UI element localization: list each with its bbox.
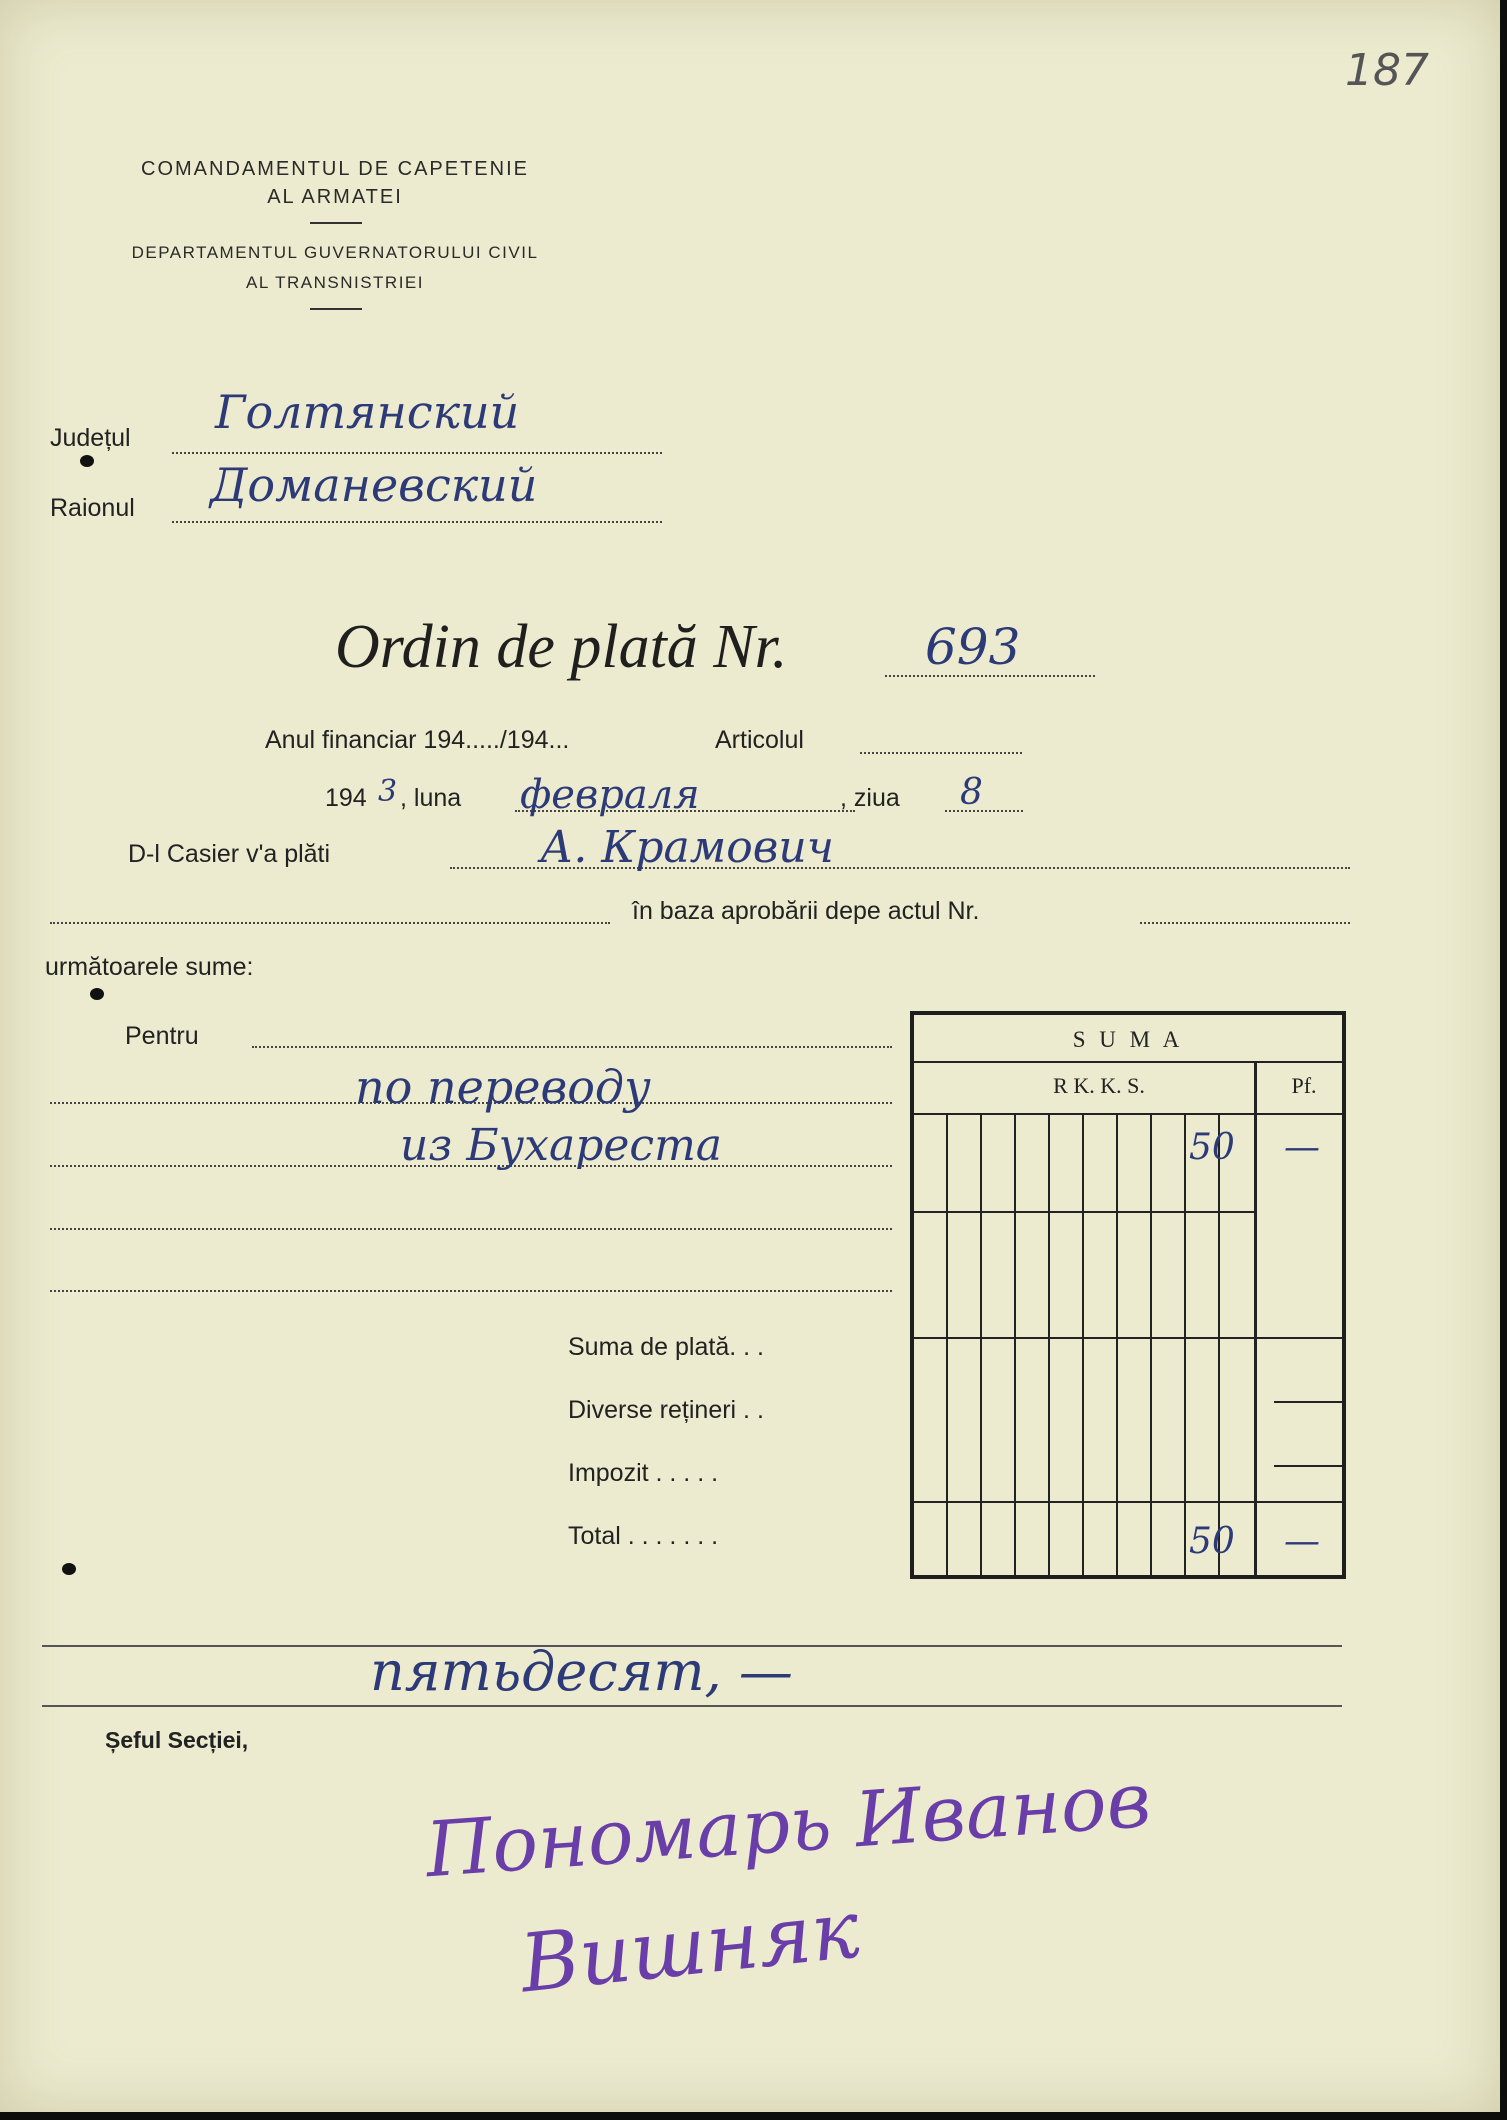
raionul-label: Raionul — [50, 494, 135, 522]
casier-label: D-l Casier v'a plăti — [128, 840, 331, 868]
pentru-label: Pentru — [125, 1022, 199, 1050]
signature-2: Вишняк — [516, 1882, 864, 2011]
column-header-rule — [914, 1113, 1342, 1115]
diverse-retineri-label: Diverse rețineri . . — [568, 1396, 764, 1424]
luna-label: , luna — [400, 784, 462, 812]
header-line-2: AL ARMATEI — [267, 186, 403, 208]
rkks-header: R K. K. S. — [1053, 1073, 1145, 1098]
pf-header: Pf. — [1291, 1073, 1317, 1098]
impozit-label: Impozit . . . . . — [568, 1459, 719, 1487]
punch-hole — [62, 1563, 76, 1575]
row-rule — [914, 1501, 1342, 1503]
pentru-line-1 — [252, 1046, 892, 1048]
suma-header-rule — [914, 1061, 1342, 1063]
row-rule — [914, 1337, 1342, 1339]
judetul-line — [172, 452, 662, 454]
total-pf: — — [1284, 1521, 1320, 1562]
header-line-1: COMANDAMENTUL DE CAPETENIE — [141, 158, 529, 180]
raionul-value: Доманевский — [210, 458, 538, 512]
header-divider-1 — [310, 222, 362, 224]
total-amount: 50 — [1189, 1521, 1235, 1562]
baza-aprobarii-label: în baza aprobării depe actul Nr. — [632, 897, 980, 925]
col-line — [980, 1115, 982, 1575]
col-line — [1048, 1115, 1050, 1575]
amount-words-line-2 — [42, 1705, 1342, 1707]
pentru-line-5 — [50, 1290, 892, 1292]
ziua-label: , ziua — [840, 784, 900, 812]
casier-value: А. Крамович — [540, 822, 835, 873]
col-line — [1184, 1115, 1186, 1575]
judetul-label: Județul — [50, 424, 131, 452]
page-number: 187 — [1345, 45, 1429, 96]
col-line — [1014, 1115, 1016, 1575]
seful-sectiei-label: Șeful Secției, — [105, 1727, 249, 1753]
anul-financiar-label: Anul financiar 194...../194... — [265, 726, 570, 754]
ziua-value: 8 — [960, 772, 983, 813]
header-divider-2 — [310, 308, 362, 310]
judetul-value: Голтянский — [215, 385, 520, 439]
actul-nr-line — [1140, 922, 1350, 924]
year-digit: 3 — [378, 774, 398, 809]
signature-1: Пономарь Иванов — [422, 1754, 1154, 1895]
suma-de-plata-label: Suma de plată. . . — [568, 1333, 764, 1361]
luna-value: февраля — [520, 772, 700, 818]
header-line-3: DEPARTAMENTUL GUVERNATORULUI CIVIL — [131, 243, 539, 262]
pentru-value-2: из Бухареста — [400, 1120, 723, 1171]
row1-pf: — — [1284, 1127, 1320, 1168]
row-rule — [914, 1211, 1254, 1213]
pentru-line-4 — [50, 1228, 892, 1230]
row1-amount: 50 — [1189, 1127, 1235, 1168]
punch-hole — [80, 455, 94, 467]
articolul-line — [860, 752, 1022, 754]
casier-line-2 — [50, 922, 610, 924]
col-line — [1116, 1115, 1118, 1575]
pf-divider — [1254, 1061, 1257, 1575]
col-line — [1082, 1115, 1084, 1575]
col-line — [946, 1115, 948, 1575]
raionul-line — [172, 521, 662, 523]
col-line — [1150, 1115, 1152, 1575]
row-rule — [1274, 1401, 1342, 1403]
amount-in-words: пятьдесят, — — [370, 1640, 793, 1703]
header-line-4: AL TRANSNISTRIEI — [246, 273, 424, 292]
suma-header: S U M A — [1072, 1027, 1184, 1052]
row-rule — [1274, 1465, 1342, 1467]
col-line — [1218, 1115, 1220, 1575]
total-label: Total . . . . . . . — [568, 1522, 719, 1550]
order-number: 693 — [925, 618, 1021, 676]
punch-hole — [90, 988, 104, 1000]
year-prefix: 194 — [325, 784, 367, 812]
ziua-line — [945, 810, 1023, 812]
suma-table — [910, 1011, 1346, 1579]
document-title: Ordin de plată Nr. — [335, 613, 788, 681]
articolul-label: Articolul — [715, 726, 804, 754]
pentru-value-1: по переводу — [355, 1060, 651, 1114]
urmatoarele-sume-label: următoarele sume: — [45, 953, 254, 981]
